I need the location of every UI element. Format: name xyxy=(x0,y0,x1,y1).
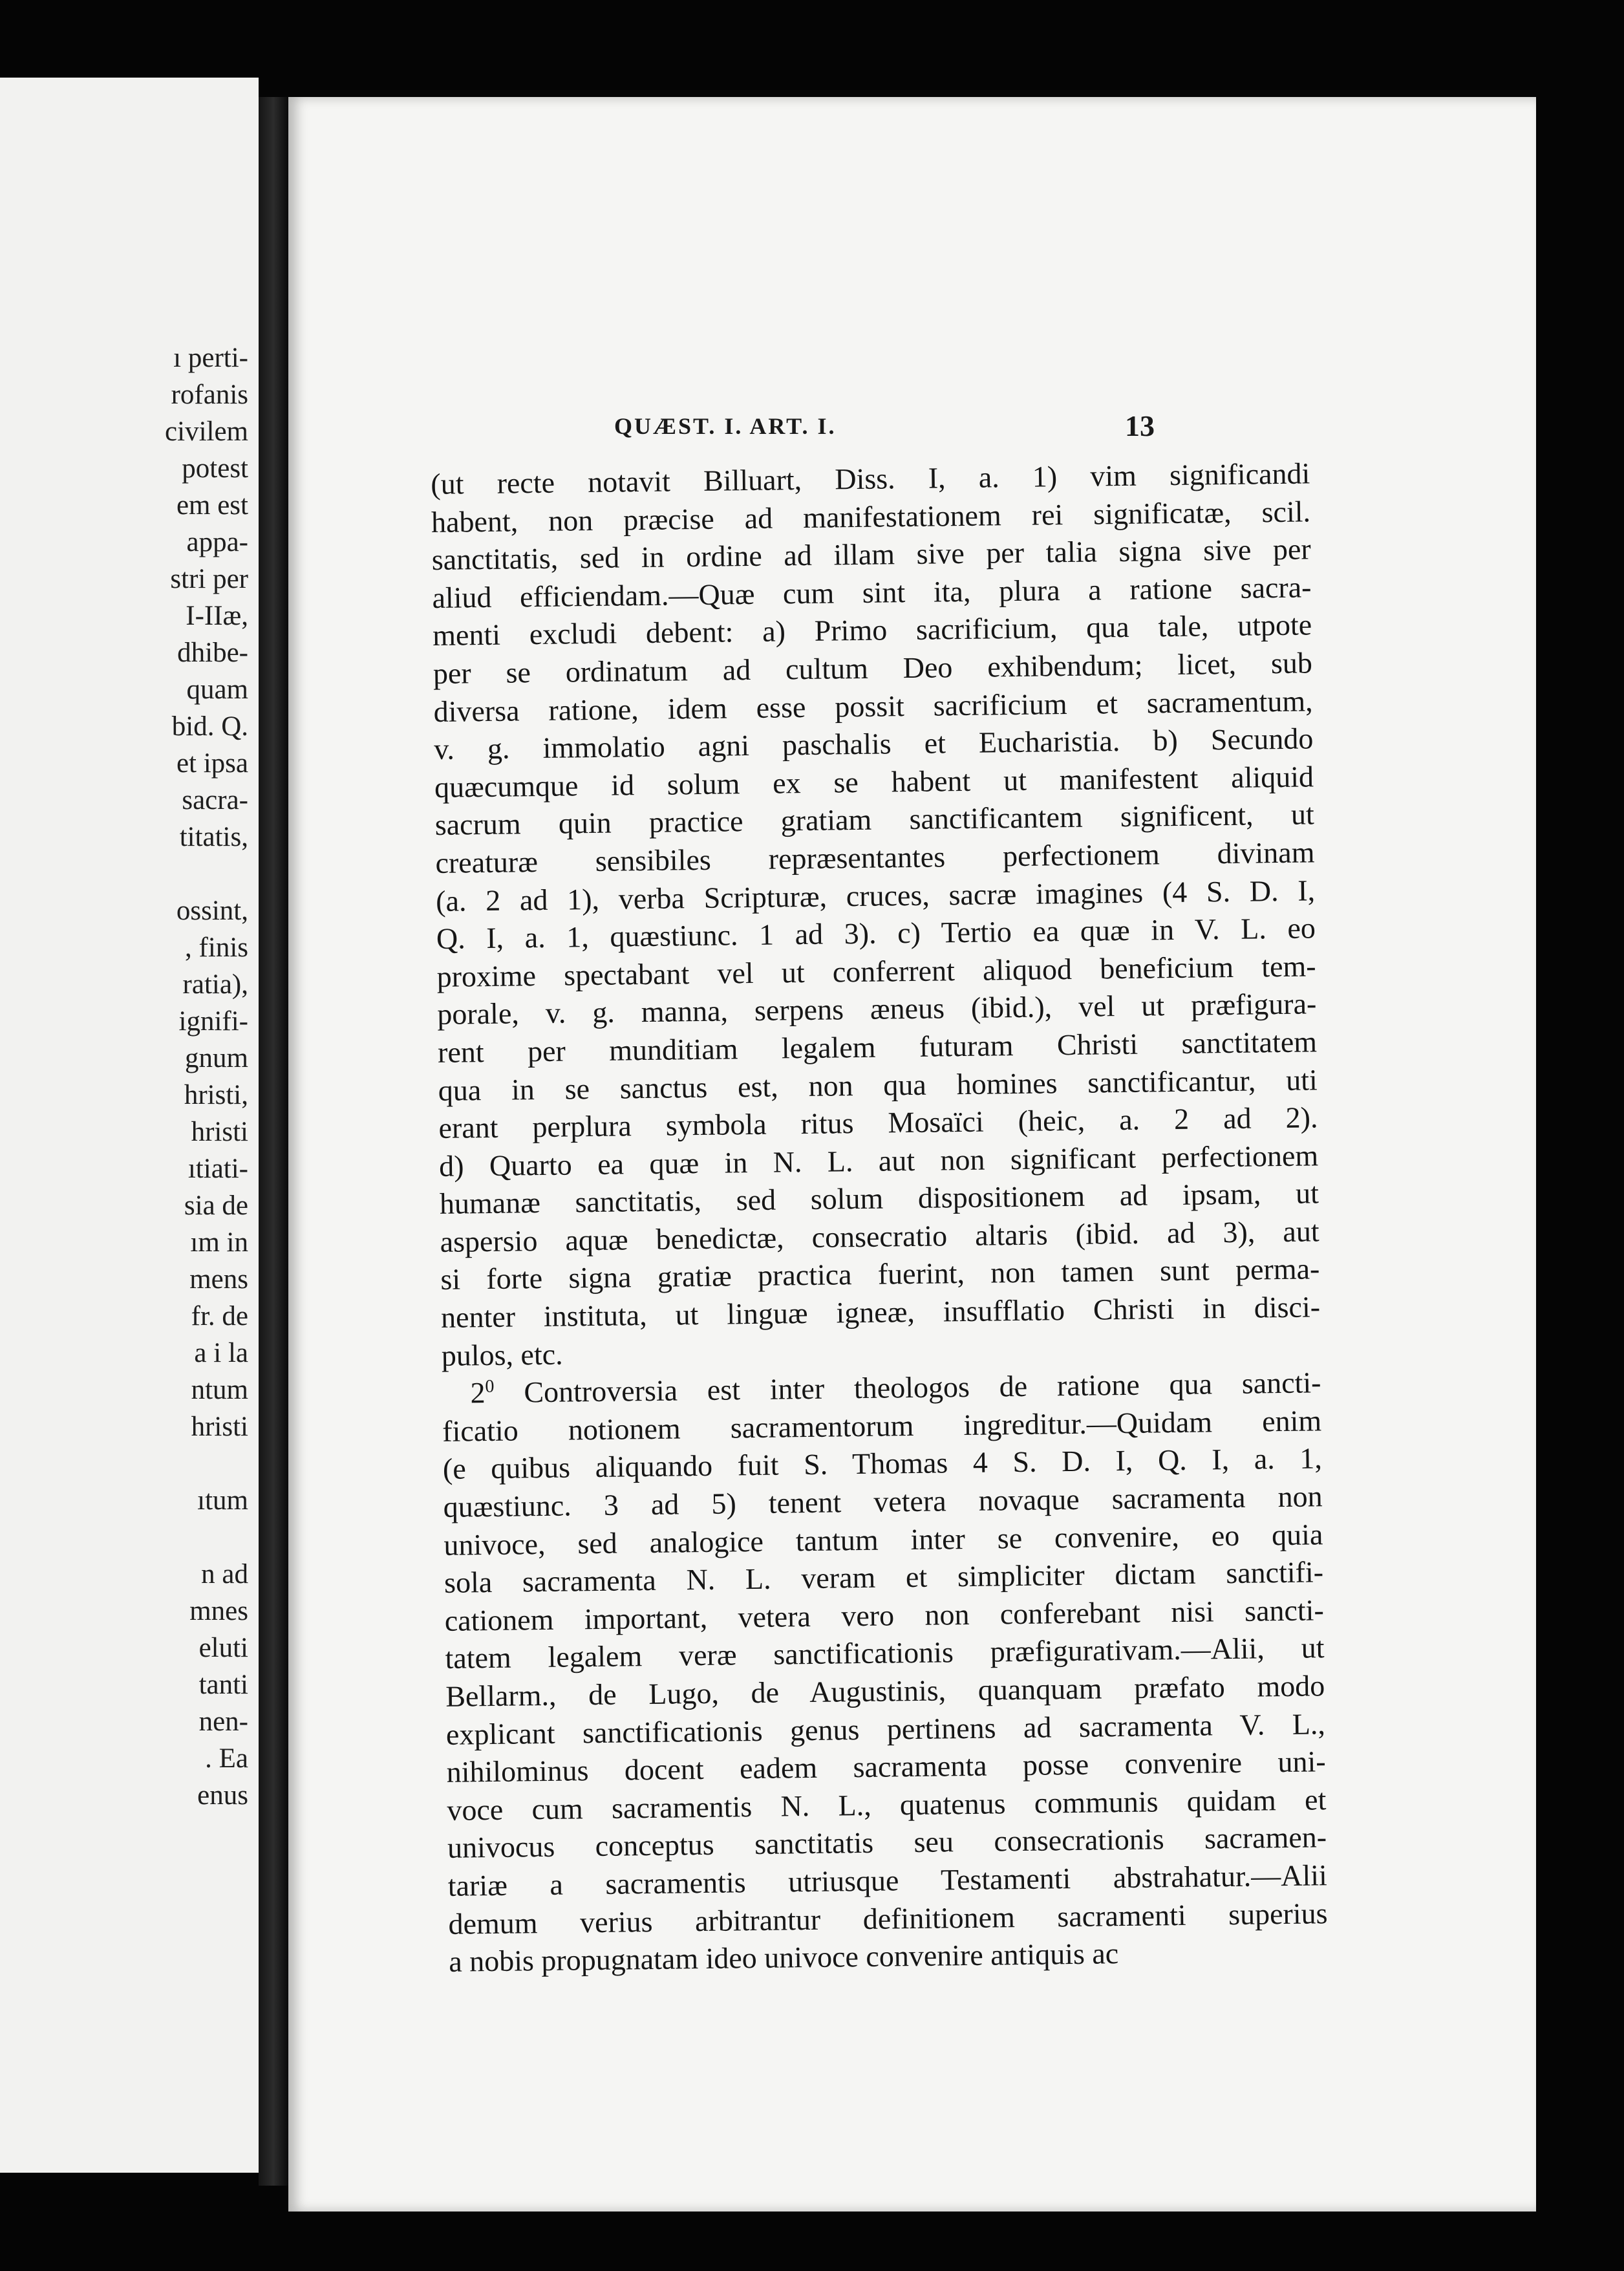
left-fragment-line: ım in xyxy=(190,1227,248,1258)
text-line: d) Quarto ea quæ in N. L. aut non significant perfectionem xyxy=(438,1138,1319,1183)
text-line: porale, v. g. manna, serpens æneus (ibid.), vel ut præfigura- xyxy=(437,987,1317,1031)
left-fragment-line: dhibe- xyxy=(177,638,248,668)
text-line: tariæ a sacramentis utriusque Testamenti abstrahatur.—Alii xyxy=(447,1858,1328,1902)
text-line: (ut recte notavit Billuart, Diss. I, a. 1) vim significandi xyxy=(431,457,1310,500)
text-line: pulos, etc. xyxy=(441,1337,563,1372)
text-line: univocus conceptus sanctitatis seu consecrationis sacramen- xyxy=(447,1820,1327,1865)
paragraph-number-superscript: 0 xyxy=(485,1376,495,1397)
text-line: sola sacramenta N. L. veram et simpliciter dictam sanctifi- xyxy=(443,1555,1324,1600)
left-fragment-line: ntum xyxy=(191,1375,248,1405)
left-fragment-line: , finis xyxy=(185,932,248,963)
left-fragment-line: nen- xyxy=(198,1706,248,1737)
text-line: nenter instituta, ut linguæ igneæ, insufflatio Christi in disci- xyxy=(440,1290,1321,1334)
text-line: voce cum sacramentis N. L., quatenus communis quidam et xyxy=(447,1783,1327,1827)
text-line: Q. I, a. 1, quæstiunc. 1 ad 3). c) Tertio ea quæ in V. L. eo xyxy=(436,911,1316,956)
text-line: aspersio aquæ benedictæ, consecratio altaris (ibid. ad 3), aut xyxy=(440,1214,1320,1258)
text-line: proxime spectabant vel ut conferrent aliquod beneficium tem- xyxy=(436,949,1316,993)
text-line: sanctitatis, sed in ordine ad illam sive per talia signa sive per xyxy=(431,532,1311,577)
left-fragment-line xyxy=(0,1445,248,1482)
text-line: a nobis propugnatam ideo univoce convenire antiquis ac xyxy=(448,1937,1119,1978)
left-fragment-line: et ipsa xyxy=(176,748,248,779)
text-line: (e quibus aliquando fuit S. Thomas 4 S. D. I, Q. I, a. 1, xyxy=(442,1441,1323,1486)
left-page-text-fragments xyxy=(0,339,248,1814)
text-line: quæcumque id solum ex se habent ut manifestent aliquid xyxy=(434,760,1314,804)
text-line: Bellarm., de Lugo, de Augustinis, quanquam præfato modo xyxy=(445,1669,1325,1713)
text-line: erant perplura symbola ritus Mosaïci (heic, a. 2 ad 2). xyxy=(438,1101,1318,1145)
book-spine xyxy=(259,97,288,2186)
left-fragment-line: potest xyxy=(182,453,248,484)
text-line: v. g. immolatio agni paschalis et Eucharistia. b) Secundo xyxy=(434,722,1314,766)
left-fragment-line: sia de xyxy=(184,1190,248,1221)
text-line: per se ordinatum ad cultum Deo exhibendum; licet, sub xyxy=(433,646,1313,690)
left-fragment-line: quam xyxy=(186,674,248,705)
text-line: cationem important, vetera vero non conferebant nisi sancti- xyxy=(444,1593,1325,1637)
text-line: tatem legalem veræ sanctificationis præfigurativam.—Alii, ut xyxy=(445,1631,1325,1675)
left-fragment-line: sacra- xyxy=(182,785,248,815)
left-page xyxy=(0,78,259,2173)
left-fragment-line: n ad xyxy=(201,1559,248,1589)
left-fragment-line: hristi xyxy=(191,1117,248,1147)
left-fragment-line: ıtiati- xyxy=(187,1154,248,1184)
body-text xyxy=(431,455,1329,1981)
text-line: creaturæ sensibiles repræsentantes perfectionem divinam xyxy=(435,835,1315,879)
text-line: sacrum quin practice gratiam sanctificantem significent, ut xyxy=(434,797,1315,842)
text-line: qua in se sanctus est, non qua homines sanctificantur, uti xyxy=(438,1062,1318,1107)
left-fragment-line: ignifi- xyxy=(178,1006,248,1037)
left-fragment-line: titatis, xyxy=(179,822,248,852)
text-line: rent per munditiam legalem futuram Christi sanctitatem xyxy=(437,1025,1318,1069)
left-fragment-line: mnes xyxy=(189,1596,248,1626)
left-fragment-line: enus xyxy=(197,1780,248,1811)
left-fragment-line: I-IIæ, xyxy=(186,601,248,631)
text-line: univoce, sed analogice tantum inter se convenire, eo quia xyxy=(443,1517,1323,1562)
left-fragment-line: ıtum xyxy=(197,1485,248,1516)
page-number: 13 xyxy=(1125,409,1155,442)
paragraph-number: 2 xyxy=(470,1376,486,1410)
left-fragment-line: ı perti- xyxy=(173,343,248,373)
text-line: (a. 2 ad 1), verba Scripturæ, cruces, sacræ imagines (4 S. D. I, xyxy=(435,873,1316,918)
left-fragment-line: mens xyxy=(189,1264,248,1295)
left-fragment-line: eluti xyxy=(198,1633,248,1663)
text-line: ficatio notionem sacramentorum ingreditur.—Quidam enim xyxy=(442,1404,1322,1448)
text-line: aliud efficiendam.—Quæ cum sint ita, plura a ratione sacra- xyxy=(432,570,1312,614)
left-fragment-line: bid. Q. xyxy=(171,711,248,742)
left-fragment-line xyxy=(0,856,248,892)
left-fragment-line: ratia), xyxy=(182,969,248,1000)
left-fragment-line: hristi, xyxy=(184,1080,248,1110)
text-line: habent, non præcise ad manifestationem rei significatæ, scil. xyxy=(431,494,1311,539)
left-fragment-line: stri per xyxy=(170,564,248,594)
left-fragment-line: tanti xyxy=(198,1670,248,1700)
text-line: quæstiunc. 3 ad 5) tenent vetera novaque sacramenta non xyxy=(443,1480,1323,1523)
text-line: nihilominus docent eadem sacramenta posse convenire uni- xyxy=(446,1745,1326,1789)
left-fragment-line: civilem xyxy=(165,416,248,447)
left-fragment-line: appa- xyxy=(186,527,248,557)
text-line: menti excludi debent: a) Primo sacrificium, qua tale, utpote xyxy=(432,608,1312,652)
text-line: humanæ sanctitatis, sed solum dispositionem ad ipsam, ut xyxy=(439,1176,1320,1221)
left-fragment-line: ossint, xyxy=(176,896,248,926)
text-line: diversa ratione, idem esse possit sacrificium et sacramentum, xyxy=(433,683,1313,728)
left-fragment-line: gnum xyxy=(185,1043,248,1073)
left-fragment-line: fr. de xyxy=(191,1301,248,1331)
running-head: QUÆST. I. ART. I. xyxy=(614,413,837,439)
left-fragment-line: a i la xyxy=(194,1338,248,1368)
left-fragment-line: . Ea xyxy=(205,1743,248,1774)
left-fragment-line: em est xyxy=(176,490,248,521)
left-fragment-line: hristi xyxy=(191,1412,248,1442)
text-line-content: Controversia est inter theologos de ratione qua sancti- xyxy=(524,1366,1321,1409)
left-fragment-line xyxy=(0,1519,248,1556)
text-line: explicant sanctificationis genus pertinens ad sacramenta V. L., xyxy=(445,1706,1326,1751)
text-line: si forte signa gratiæ practica fuerint, non tamen sunt perma- xyxy=(440,1252,1320,1297)
left-fragment-line: rofanis xyxy=(171,380,248,410)
text-line: demum verius arbitrantur definitionem sacramenti superius xyxy=(448,1896,1328,1941)
